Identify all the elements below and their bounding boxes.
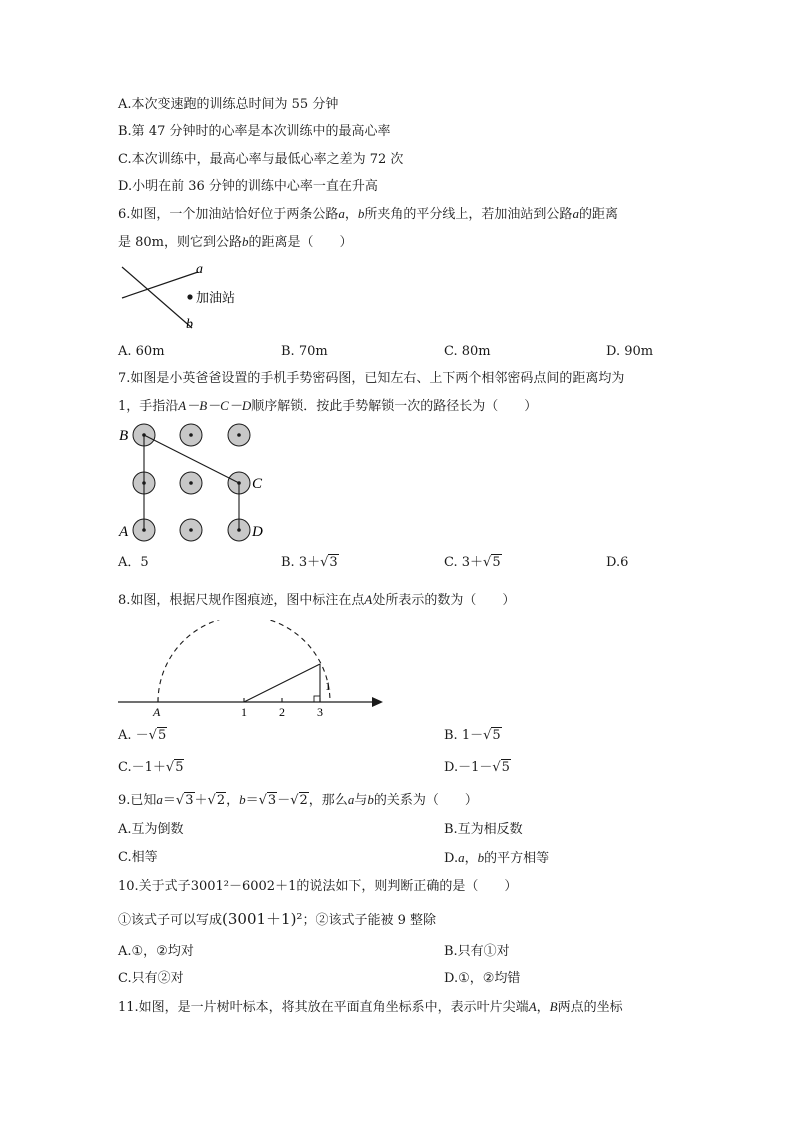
tick-label-1: 1 bbox=[241, 705, 247, 719]
hypotenuse-line bbox=[244, 664, 320, 702]
q6-stem-line1: 6.如图，一个加油站恰好位于两条公路a，b所夹角的平分线上，若加油站到公路a的距离 bbox=[118, 206, 618, 222]
side-length-label: 1 bbox=[325, 679, 331, 693]
q7-stem-line2: 1，手指沿A－B－C－D顺序解锁．按此手势解锁一次的路径长为（ ） bbox=[118, 398, 538, 414]
q11-stem: 11.如图，是一片树叶标本，将其放在平面直角坐标系中，表示叶片尖端A，B两点的坐标 bbox=[118, 999, 623, 1015]
q10-option-d: D.①，②均错 bbox=[444, 971, 521, 986]
sqrt-sign: √5 bbox=[492, 760, 510, 775]
point-b-label: B bbox=[119, 428, 129, 444]
q6-option-a: A. 60m bbox=[118, 344, 165, 359]
point-c-label: C bbox=[252, 476, 263, 492]
sqrt-sign: √3 bbox=[258, 793, 277, 808]
sqrt-sign: √5 bbox=[483, 728, 501, 743]
q6-roads-figure bbox=[110, 258, 270, 338]
q8-option-c: C.－1＋√5 bbox=[118, 760, 184, 775]
road-b-line bbox=[122, 267, 192, 328]
q10-option-b: B.只有①对 bbox=[444, 944, 510, 959]
tick-label-a: A bbox=[153, 705, 161, 719]
q8-option-b: B. 1－√5 bbox=[444, 728, 501, 743]
sqrt-sign: √3 bbox=[320, 555, 338, 570]
q10-option-c: C.只有②对 bbox=[118, 971, 184, 986]
q10-statements: ①该式子可以写成(3001＋1)²；②该式子能被 9 整除 bbox=[118, 910, 436, 928]
q5-option-a: A.本次变速跑的训练总时间为 55 分钟 bbox=[118, 97, 339, 112]
q6-option-d: D. 90m bbox=[606, 344, 654, 359]
q10-option-a: A.①，②均对 bbox=[118, 944, 194, 959]
q10-stem: 10.关于式子3001²－6002＋1的说法如下，则判断正确的是（ ） bbox=[118, 879, 518, 894]
q6-stem-line2: 是 80m，则它到公路b的距离是（ ） bbox=[118, 234, 353, 250]
q7-option-c: C. 3＋√5 bbox=[444, 555, 501, 570]
q8-number-line-figure bbox=[110, 620, 400, 720]
sqrt-sign: √5 bbox=[148, 728, 167, 743]
right-angle-mark bbox=[314, 696, 320, 702]
q8-option-d: D.－1－√5 bbox=[444, 760, 510, 775]
tick-label-2: 2 bbox=[279, 705, 285, 719]
q7-option-d: D.6 bbox=[606, 555, 629, 570]
sqrt-sign: √2 bbox=[290, 793, 308, 808]
q8-option-a: A. －√5 bbox=[118, 728, 167, 743]
sqrt-sign: √2 bbox=[207, 793, 226, 808]
q5-option-c: C.本次训练中，最高心率与最低心率之差为 72 次 bbox=[118, 152, 404, 167]
sqrt-sign: √5 bbox=[483, 555, 501, 570]
sqrt-sign: √3 bbox=[175, 793, 194, 808]
q9-option-a: A.互为倒数 bbox=[118, 822, 184, 837]
q7-option-b: B. 3＋√3 bbox=[281, 555, 338, 570]
road-b-label: b bbox=[186, 317, 193, 332]
q6-option-b: B. 70m bbox=[281, 344, 328, 359]
q6-option-c: C. 80m bbox=[444, 344, 491, 359]
road-a-line bbox=[122, 272, 198, 298]
q7-option-a: A．5 bbox=[118, 555, 149, 570]
road-a-label: a bbox=[196, 262, 203, 277]
q7-pattern-lock-figure bbox=[112, 420, 282, 550]
q9-option-b: B.互为相反数 bbox=[444, 822, 523, 837]
point-a-label: A bbox=[119, 524, 129, 540]
gas-station-label: 加油站 bbox=[196, 290, 236, 305]
q9-option-d: D.a，b的平方相等 bbox=[444, 850, 550, 866]
compass-arc bbox=[158, 620, 330, 702]
q7-stem-line1: 7.如图是小英爸爸设置的手机手势密码图，已知左右、上下两个相邻密码点间的距离均为 bbox=[118, 371, 625, 386]
q5-option-b: B.第 47 分钟时的心率是本次训练中的最高心率 bbox=[118, 124, 391, 139]
q5-option-d: D.小明在前 36 分钟的训练中心率一直在升高 bbox=[118, 179, 378, 194]
q9-option-c: C.相等 bbox=[118, 850, 158, 865]
point-d-label: D bbox=[252, 524, 263, 540]
sqrt-sign: √5 bbox=[165, 760, 184, 775]
q9-stem: 9.已知a＝√3＋√2，b＝√3－√2，那么a与b的关系为（ ） bbox=[118, 792, 478, 808]
tick-label-3: 3 bbox=[317, 705, 323, 719]
gas-station-point bbox=[187, 294, 192, 299]
arrow-head-icon bbox=[372, 697, 383, 707]
q8-stem: 8.如图，根据尺规作图痕迹，图中标注在点A处所表示的数为（ ） bbox=[118, 592, 516, 608]
